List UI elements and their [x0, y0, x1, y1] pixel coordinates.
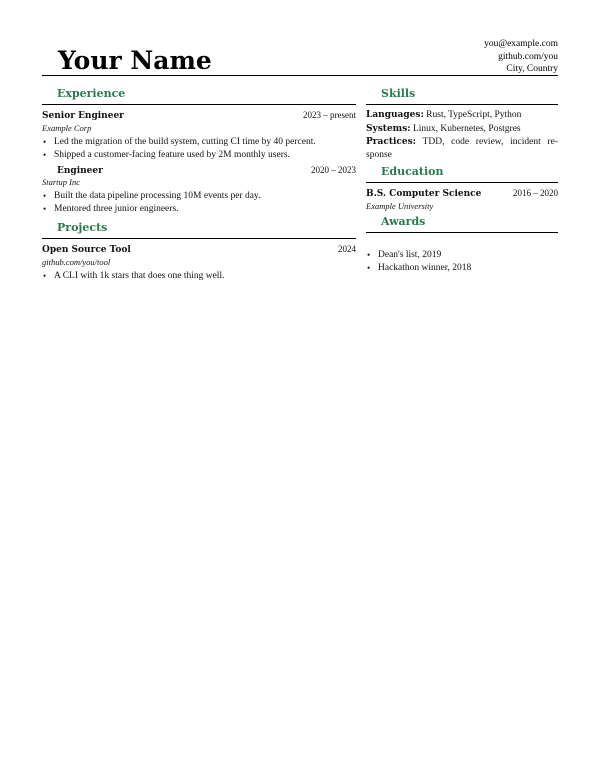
projects-heading: Projects [57, 221, 108, 234]
skill-systems: Systems: Linux, Kubernetes, Postgres [366, 123, 521, 134]
experience-divider [42, 104, 356, 105]
contact-github[interactable]: github.com/you [498, 51, 558, 62]
candidate-name: Your Name [58, 46, 212, 75]
company-name: Example Corp [42, 122, 92, 133]
bullet-item: • Mentored three junior engineers. [42, 203, 356, 216]
project-year: 2024 [338, 244, 356, 254]
bullet-item: • Led the migration of the build system, cutting CI time by 40 percent. [42, 136, 356, 149]
experience-heading: Experience [57, 87, 126, 100]
contact-location: City, Country [506, 64, 558, 74]
skill-languages: Languages: Rust, TypeScript, Python [366, 110, 522, 120]
left-column [42, 84, 356, 285]
contact-email[interactable]: you@example.com [484, 39, 558, 49]
projects-section [42, 218, 356, 283]
job-dates: 2020 – 2023 [311, 164, 356, 175]
skills-section [366, 84, 558, 161]
job-title: Senior Engineer [42, 111, 124, 121]
bullet-item: • A CLI with 1k stars that does one thing well. [42, 270, 356, 283]
bullet-item: • Built the data pipeline processing 10M events per day. [42, 190, 356, 203]
skills-heading: Skills [381, 87, 416, 100]
header-divider [42, 75, 558, 76]
skills-divider [366, 104, 558, 105]
education-dates: 2016 – 2020 [513, 188, 558, 198]
job-dates: 2023 – present [303, 110, 356, 120]
awards-divider [366, 232, 558, 233]
experience-entry [42, 109, 356, 162]
project-name: Open Source Tool [42, 245, 131, 255]
right-column [366, 84, 558, 277]
education-divider [366, 182, 558, 183]
project-entry [42, 243, 356, 283]
awards-heading: Awards [381, 214, 426, 228]
education-entry [366, 187, 558, 212]
award-item: • Hackathon winner, 2018 [366, 262, 558, 275]
experience-section [42, 84, 356, 216]
job-title: Engineer [57, 165, 103, 176]
project-link[interactable]: github.com/you/tool [42, 256, 111, 267]
skill-practices: Practices: TDD, code review, incident re- sponse [366, 137, 558, 160]
projects-divider [42, 238, 356, 239]
award-item: • Dean's list, 2019 [366, 249, 558, 262]
education-heading: Education [381, 165, 444, 178]
experience-entry [42, 164, 356, 217]
company-name: Startup Inc [42, 177, 81, 187]
school-name: Example University [366, 200, 434, 211]
education-section [366, 162, 558, 212]
contact-info [484, 38, 558, 76]
degree-name: B.S. Computer Science [366, 189, 482, 199]
awards-section [366, 212, 558, 275]
bullet-item: • Shipped a customer-facing feature used by 2M monthly users. [42, 149, 356, 162]
